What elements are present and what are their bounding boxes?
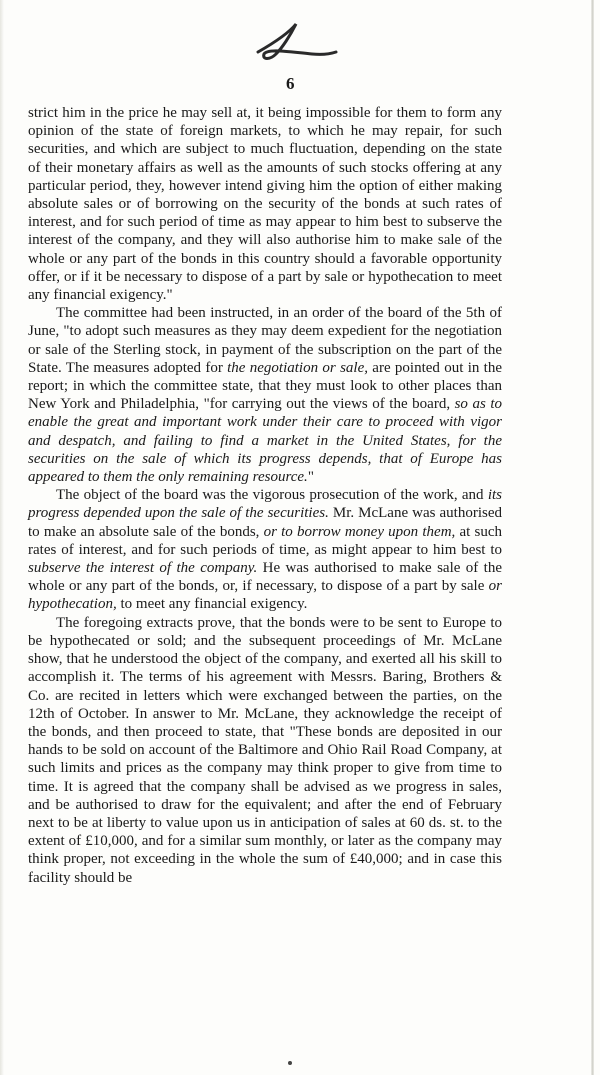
- text-run: to meet any financial exigency.: [116, 596, 308, 613]
- ink-speck: [288, 1061, 292, 1065]
- handwritten-mark: [0, 14, 600, 74]
- text-run: Mr. McLane was authorised to make an absolute sale of the bonds,: [28, 505, 502, 540]
- text-run: are pointed out in the report; in which the committee state, that they must look to other places than New York and Philadelphia, "for carrying out the views of the board,: [28, 359, 503, 413]
- italic-text: or hypothecation,: [28, 578, 502, 613]
- text-run: strict him in the price he may sell at, it being impossible for them to form any opinion of the state of foreign markets, to which he may repair, for such securities, and which are subject to much fluctuation, depending on the state of their monetary affairs as well as the amounts of such stocks offering at any particular period, they, however intend giving him the option of either making absolute sales or of borrowing on the security of the bonds at such rates of interest, and for such period of time as may appear to him best to subserve the interest of the company, and they will also authorise him to make sale of the whole or any part of the bonds in this country should a favorable opportunity offer, or if it be necessary to dispose of a part by sale or hypothecation to meet any financial exigency.": [28, 105, 502, 304]
- body-text: [28, 104, 502, 887]
- italic-text: so as to enable the great and important work under their care to proceed with vigor and despatch, and failing to find a market in the United States, for the securities on the sale of which its progress depends, that of Europe has appeared to them the only remaining resource.: [28, 396, 502, 486]
- paragraph: [28, 486, 502, 613]
- text-run: ": [307, 469, 314, 486]
- text-run: The committee had been instructed, in an order of the board of the 5th of June, "to adopt such measures as they may deem expedient for the negotiation or sale of the Sterling stock, in payment of the subscription on the part of the State. The measures adopted for: [28, 305, 502, 376]
- italic-text: or to borrow money upon them,: [263, 523, 456, 540]
- italic-text: subserve the interest of the company.: [28, 560, 258, 577]
- paragraph: [28, 104, 502, 304]
- page-number: 6: [286, 74, 295, 93]
- text-run: at such rates of interest, and for such periods of time, as might appear to him best to: [28, 523, 502, 558]
- page-left-shadow: [0, 0, 4, 1075]
- text-run: The foregoing extracts prove, that the bonds were to be sent to Europe to be hypothecated or sold; and the subsequent proceedings of Mr. McLane show, that he understood the object of the company, and exerted all his skill to accomplish it. The terms of his agreement with Messrs. Baring, Brothers & Co. are recited in letters which were exchanged between the parties, on the 12th of October. In answer to Mr. McLane, they acknowledge the receipt of the bonds, and then proceed to state, that "These bonds are deposited in our hands to be sold on account of the Baltimore and Ohio Rail Road Company, at such limits and prices as the company may think proper to give from time to time. It is agreed that the company shall be advised as we progress in sales, and be authorised to draw for the equivalent; and after the end of February next to be at liberty to value upon us in anticipation of sales at 60 ds. st. to the extent of £10,000, and for a similar sum monthly, or later as the company may think proper, not exceeding in the whole the sum of £40,000; and in case this facility should be: [28, 614, 502, 886]
- page-binding-edge: [591, 0, 594, 1075]
- italic-text: its progress depended upon the sale of the securities.: [28, 487, 502, 522]
- text-run: The object of the board was the vigorous prosecution of the work, and: [56, 487, 488, 504]
- paragraph: [28, 614, 502, 887]
- paragraph: [28, 304, 502, 486]
- italic-text: the negotiation or sale,: [227, 359, 368, 376]
- text-run: He was authorised to make sale of the whole or any part of the bonds, or, if necessary, to dispose of a part by sale: [28, 560, 503, 595]
